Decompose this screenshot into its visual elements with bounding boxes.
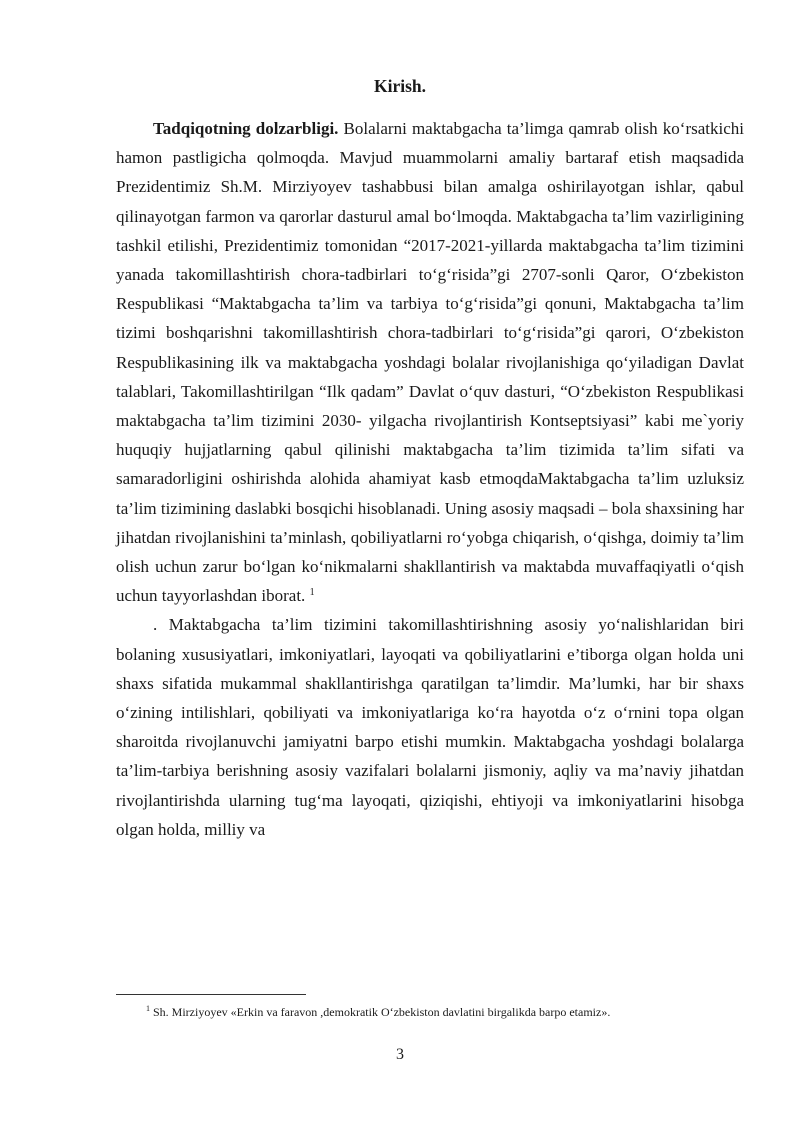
- footnote: [116, 1004, 744, 1020]
- paragraph-text: Bolalarni maktabgacha ta’limga qamrab olish ko‘rsatkichi hamon pastligicha qolmoqda. Mavjud muammolarni amaliy bartaraf etish maqsadida Prezidentimiz Sh.M. Mirziyoyev tashabbusi bilan amalga oshirilayotgan ishlar, qabul qilinayotgan farmon va qarorlar dasturul amal bo‘lmoqda. Maktabgacha ta’lim vazirligining tashkil etilishi, Prezidentimiz tomonidan “2017-2021-yillarda maktabgacha ta’lim tizimini yanada takomillashtirish chora-tadbirlari to‘g‘risida”gi 2707-sonli Qaror, O‘zbekiston Respublikasi “Maktabgacha ta’lim va tarbiya to‘g‘risida”gi qonuni, Maktabgacha ta’lim tizimi boshqarishni takomillashtirish chora-tadbirlari to‘g‘risida”gi qarori, O‘zbekiston Respublikasining ilk va maktabgacha yoshdagi bolalar rivojlanishiga qo‘yiladigan Davlat talablari, Takomillashtirilgan “Ilk qadam” Davlat o‘quv dasturi, “O‘zbekiston Respublikasi maktabgacha ta’lim tizimini 2030- yilgacha rivojlantirish Kontseptsiyasi” kabi me`yoriy huquqiy hujjatlarning qabul qilinishi maktabgacha ta’lim tizimida ta’lim sifati va samaradorligini oshirishda alohida ahamiyat kasb etmoqdaMaktabgacha ta’lim uzluksiz ta’lim tizimining daslabki bosqichi hisoblanadi. Uning asosiy maqsadi – bola shaxsining har jihatdan rivojlanishini ta’minlash, qobiliyatlarni ro‘yobga chiqarish, o‘qishga, doimiy ta’lim olish uchun zarur bo‘lgan ko‘nikmalarni shakllantirish va maktabda muvaffaqiyatli o‘qish uchun tayyorlashdan iborat.: [116, 119, 744, 606]
- body-text: [116, 114, 744, 844]
- paragraph-preschool-system: [116, 610, 744, 844]
- paragraph-relevance: [116, 114, 744, 610]
- paragraph-lead: Tadqiqotning dolzarbligi.: [153, 119, 339, 138]
- footnote-marker: 1: [146, 1004, 150, 1013]
- footnote-separator: [116, 994, 306, 995]
- paragraph-text: . Maktabgacha ta’lim tizimini takomillashtirishning asosiy yo‘nalishlaridan biri bolaning xususiyatlari, imkoniyatlari, layoqati va qobiliyatlarini e’tiborga olgan holda uni shaxs sifatida mukammal shakllantirishga qaratilgan ta’limdir. Ma’lumki, har bir shaxs o‘zining intilishlari, qobiliyati va imkoniyatlariga ko‘ra hayotda o‘z o‘rnini topa olgan sharoitda rivojlanuvchi jamiyatni barpo etishi mumkin. Maktabgacha yoshdagi bolalarga ta’lim-tarbiya berishning asosiy vazifalari bolalarni jismoniy, aqliy va ma’naviy jihatdan rivojlantirishda ularning tug‘ma layoqati, qiziqishi, ehtiyoji va imkoniyatlarini hisobga olgan holda, milliy va: [116, 615, 744, 839]
- page-number: 3: [396, 1046, 404, 1063]
- section-title: Kirish.: [373, 76, 427, 96]
- footnote-text: Sh. Mirziyoyev «Erkin va faravon ,demokratik O‘zbekiston davlatini birgalikda barpo etamiz».: [150, 1005, 611, 1019]
- footnote-reference[interactable]: 1: [309, 587, 315, 599]
